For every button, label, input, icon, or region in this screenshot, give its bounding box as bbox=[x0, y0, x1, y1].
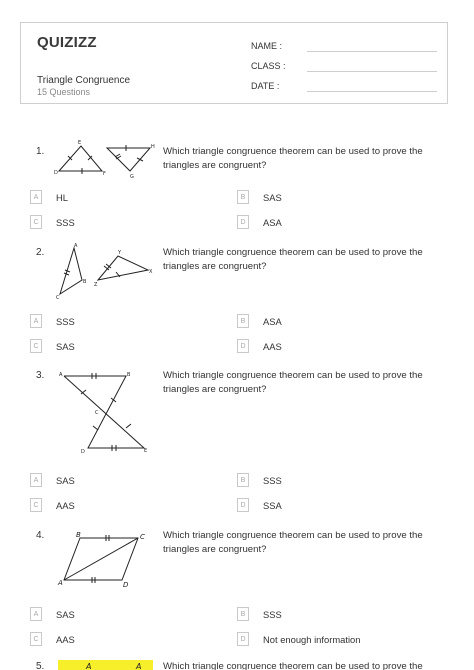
option-b[interactable]: B ASA bbox=[237, 314, 282, 328]
question-text: Which triangle congruence theorem can be used to prove the triangles are congruent? bbox=[163, 370, 423, 395]
option-a[interactable]: A SAS bbox=[30, 473, 75, 487]
option-c[interactable]: C AAS bbox=[30, 498, 75, 512]
option-d[interactable]: D Not enough information bbox=[237, 632, 360, 646]
label: A bbox=[86, 662, 92, 670]
option-b[interactable]: B SSS bbox=[237, 607, 282, 621]
question-4-figure bbox=[56, 530, 156, 590]
class-label: CLASS : bbox=[251, 61, 286, 71]
label: C bbox=[95, 410, 99, 416]
label: A bbox=[136, 662, 142, 670]
option-a[interactable]: A SSS bbox=[30, 314, 75, 328]
label: B bbox=[127, 372, 131, 378]
label: B bbox=[76, 531, 81, 539]
label: C bbox=[56, 295, 60, 301]
question-2-figure bbox=[54, 242, 158, 302]
name-line[interactable] bbox=[307, 51, 437, 52]
label: Z bbox=[94, 282, 98, 288]
label: D bbox=[123, 581, 129, 589]
question-number: 5. bbox=[36, 661, 45, 670]
question-text: Which triangle congruence theorem can be used to prove the triangles are congruent? bbox=[163, 146, 423, 171]
worksheet-header bbox=[20, 22, 448, 104]
label: C bbox=[140, 533, 145, 541]
question-count: 15 Questions bbox=[37, 87, 91, 97]
label: D bbox=[81, 449, 85, 455]
option-a[interactable]: A HL bbox=[30, 190, 68, 204]
question-text: Which triangle congruence theorem can be used to prove the triangles are congruent? bbox=[163, 247, 423, 272]
worksheet-title: Triangle Congruence bbox=[37, 75, 131, 86]
label: E bbox=[78, 140, 82, 146]
option-a[interactable]: A SAS bbox=[30, 607, 75, 621]
option-b[interactable]: B SSS bbox=[237, 473, 282, 487]
option-d[interactable]: D SSA bbox=[237, 498, 282, 512]
label: G bbox=[130, 174, 134, 180]
label: Y bbox=[118, 250, 122, 256]
label: B bbox=[83, 279, 87, 285]
question-number: 2. bbox=[36, 247, 45, 258]
quizizz-logo: QUIZIZZ bbox=[37, 34, 97, 51]
question-text: Which triangle congruence theorem can be used to prove the triangles are congruent? bbox=[163, 530, 423, 555]
option-d[interactable]: D AAS bbox=[237, 339, 282, 353]
question-number: 1. bbox=[36, 146, 45, 157]
label: E bbox=[144, 448, 148, 454]
question-text: Which triangle congruence theorem can be used to prove the bbox=[163, 661, 423, 670]
question-3-figure bbox=[56, 368, 152, 456]
label: D bbox=[54, 170, 58, 176]
question-number: 3. bbox=[36, 370, 45, 381]
question-number: 4. bbox=[36, 530, 45, 541]
label: A bbox=[59, 372, 63, 378]
option-c[interactable]: C SAS bbox=[30, 339, 75, 353]
label: A bbox=[74, 243, 78, 249]
name-label: NAME : bbox=[251, 41, 283, 51]
option-c[interactable]: C AAS bbox=[30, 632, 75, 646]
label: A bbox=[58, 579, 63, 587]
option-b[interactable]: B SAS bbox=[237, 190, 282, 204]
option-d[interactable]: D ASA bbox=[237, 215, 282, 229]
question-1-figure bbox=[54, 138, 160, 180]
label: X bbox=[149, 269, 153, 275]
question-5-figure bbox=[58, 660, 153, 670]
date-label: DATE : bbox=[251, 81, 280, 91]
option-c[interactable]: C SSS bbox=[30, 215, 75, 229]
class-line[interactable] bbox=[307, 71, 437, 72]
label: F bbox=[103, 171, 106, 177]
date-line[interactable] bbox=[307, 91, 437, 92]
label: H bbox=[151, 144, 155, 150]
